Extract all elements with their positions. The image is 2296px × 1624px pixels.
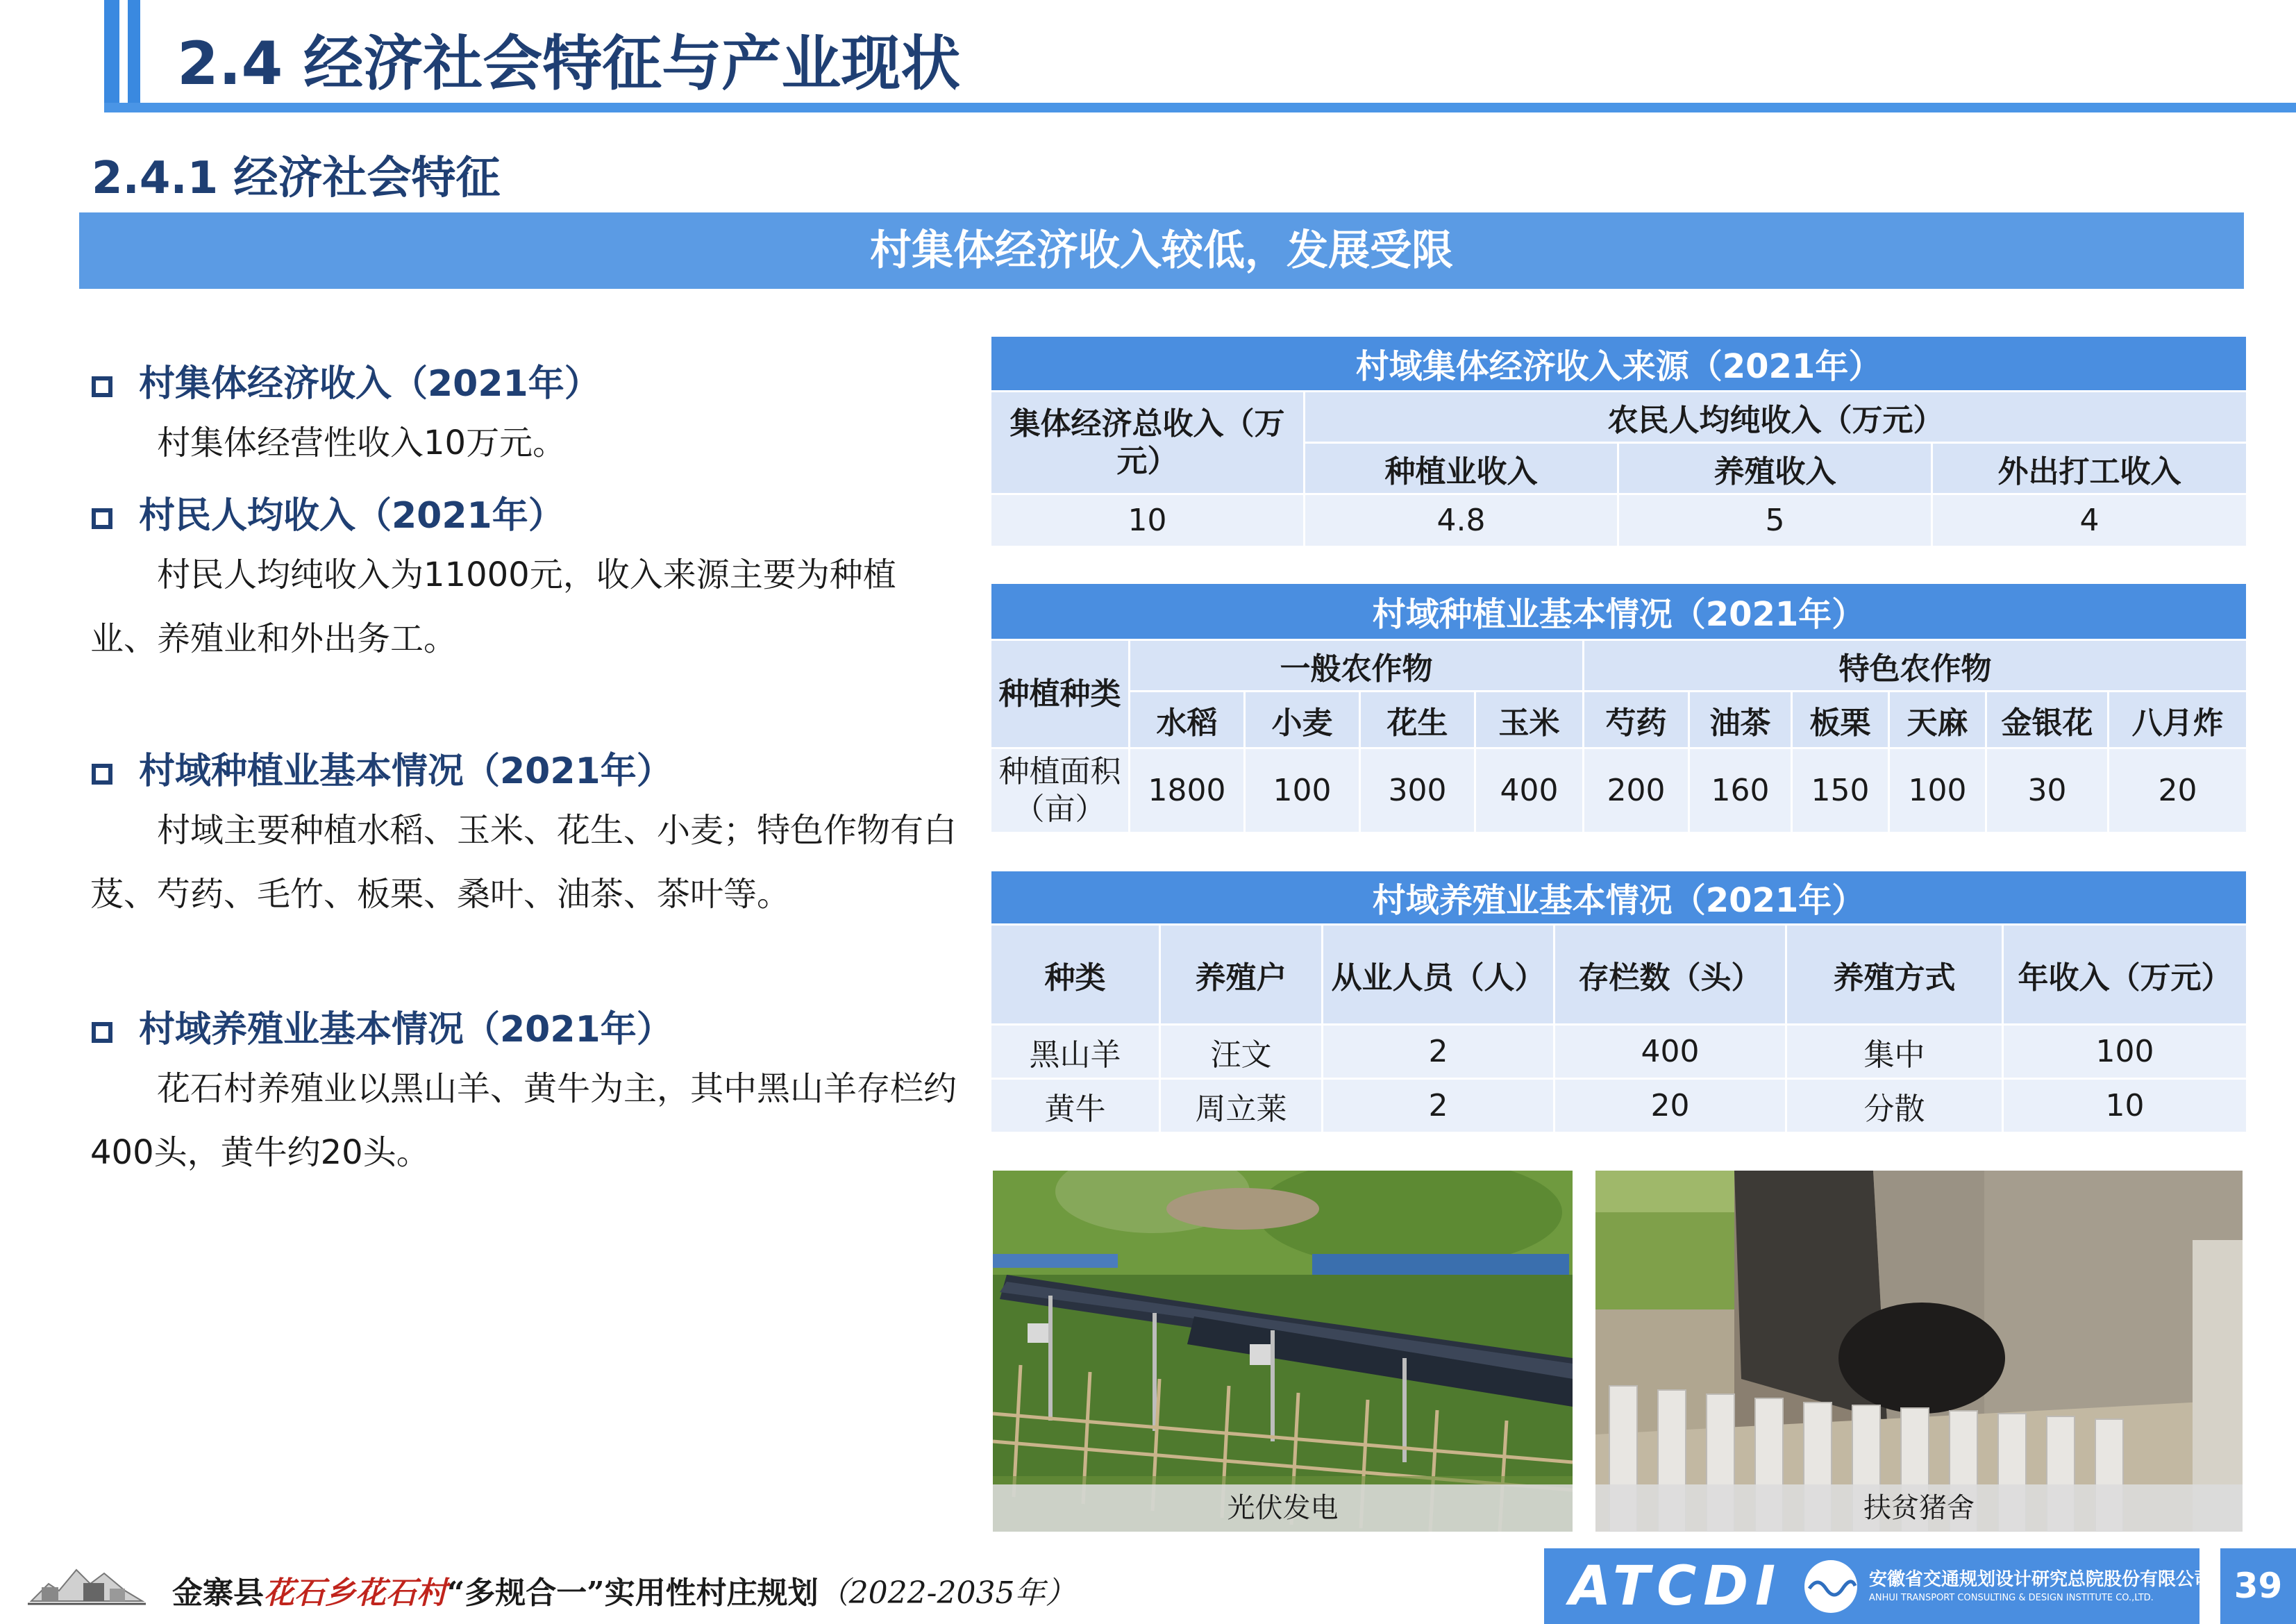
table-cell: 分散 — [1786, 1079, 2003, 1133]
pig-shed-photo — [1595, 1171, 2243, 1532]
item-body: 村集体经营性收入10万元。 — [157, 424, 567, 462]
table-cell: 5 — [1618, 494, 1932, 547]
page-title: 2.4 经济社会特征与产业现状 — [177, 29, 961, 99]
table-cell: 4.8 — [1305, 494, 1618, 547]
table-header: 集体经济总收入（万元） — [991, 392, 1305, 494]
table-header: 存栏数（头） — [1555, 925, 1786, 1025]
table-cell: 4 — [1932, 494, 2247, 547]
item-heading: 村域种植业基本情况（2021年） — [92, 742, 673, 794]
page-number: 39 — [2220, 1548, 2296, 1624]
pig-shed-illustration — [1595, 1171, 2243, 1532]
item-heading: 村集体经济收入（2021年） — [92, 354, 601, 406]
table-cell: 汪文 — [1160, 1025, 1323, 1079]
table-cell: 10 — [991, 494, 1305, 547]
checkbox-bullet-icon — [92, 1022, 112, 1043]
table-header: 一般农作物 — [1130, 640, 1584, 692]
table-header: 特色农作物 — [1584, 640, 2247, 692]
company-name-cn: 安徽省交通规划设计研究总院股份有限公司 — [1869, 1569, 2213, 1590]
photo-caption: 扶贫猪舍 — [1595, 1484, 2243, 1532]
header-rule — [104, 103, 2296, 112]
section-title: 2.4.1 经济社会特征 — [92, 153, 501, 204]
table-cell: 20 — [2109, 748, 2247, 833]
item-heading: 村民人均收入（2021年） — [92, 486, 564, 538]
table-cell: 100 — [2003, 1025, 2247, 1079]
table-row-header: 种植面积（亩） — [991, 748, 1130, 833]
table-header: 油茶 — [1689, 692, 1792, 748]
table-cell: 1800 — [1130, 748, 1245, 833]
income-table — [989, 335, 2248, 548]
table-cell: 2 — [1323, 1079, 1555, 1133]
table-cell: 160 — [1689, 748, 1792, 833]
table-header: 种类 — [991, 925, 1160, 1025]
table-header: 小麦 — [1245, 692, 1360, 748]
table-cell: 400 — [1555, 1025, 1786, 1079]
company-emblem-icon — [1802, 1558, 1859, 1615]
table-cell: 150 — [1792, 748, 1889, 833]
table-header: 八月炸 — [2109, 692, 2247, 748]
table-header: 从业人员（人） — [1323, 925, 1555, 1025]
table-cell: 10 — [2003, 1079, 2247, 1133]
photo-caption: 光伏发电 — [993, 1484, 1573, 1532]
table-cell: 30 — [1986, 748, 2109, 833]
table-header: 养殖户 — [1160, 925, 1323, 1025]
table-header: 农民人均纯收入（万元） — [1305, 392, 2247, 443]
table-cell: 100 — [1245, 748, 1360, 833]
livestock-table — [989, 869, 2248, 1134]
table-cell: 100 — [1889, 748, 1986, 833]
item-body: 村域主要种植水稻、玉米、花生、小麦；特色作物有白芨、芍药、毛竹、板栗、桑叶、油茶、茶叶等。 — [90, 811, 957, 914]
table-cell: 2 — [1323, 1025, 1555, 1079]
table-header: 天麻 — [1889, 692, 1986, 748]
header-accent-bar — [104, 0, 119, 103]
table-header: 种植业收入 — [1305, 443, 1618, 494]
table-cell: 400 — [1475, 748, 1584, 833]
checkbox-bullet-icon — [92, 508, 112, 529]
crop-table — [989, 582, 2248, 834]
table-cell: 集中 — [1786, 1025, 2003, 1079]
company-logo-text: ATCDI — [1569, 1555, 1783, 1618]
table-header: 板栗 — [1792, 692, 1889, 748]
table-cell: 周立莱 — [1160, 1079, 1323, 1133]
table-header: 玉米 — [1475, 692, 1584, 748]
header-accent-bar — [128, 0, 140, 103]
item-body: 村民人均纯收入为11000元，收入来源主要为种植业、养殖业和外出务工。 — [90, 555, 896, 658]
table-cell: 300 — [1360, 748, 1475, 833]
table-caption: 村域集体经济收入来源（2021年） — [991, 336, 2247, 392]
item-heading: 村域养殖业基本情况（2021年） — [92, 1000, 673, 1052]
summary-banner: 村集体经济收入较低，发展受限 — [79, 212, 2244, 289]
table-cell: 黄牛 — [991, 1079, 1160, 1133]
table-caption: 村域种植业基本情况（2021年） — [991, 583, 2247, 640]
table-cell: 黑山羊 — [991, 1025, 1160, 1079]
footer-plan-title: 金寨县花石乡花石村“多规合一”实用性村庄规划（2022-2035年） — [172, 1575, 1076, 1611]
checkbox-bullet-icon — [92, 376, 112, 397]
company-name-en: ANHUI TRANSPORT CONSULTING & DESIGN INSTITUTE CO.,LTD. — [1869, 1593, 2154, 1603]
table-cell: 200 — [1584, 748, 1689, 833]
company-logo-block — [1544, 1548, 2213, 1624]
village-sketch-icon — [28, 1552, 146, 1608]
item-body: 花石村养殖业以黑山羊、黄牛为主，其中黑山羊存栏约400头，黄牛约20头。 — [90, 1069, 957, 1172]
table-header: 种植种类 — [991, 640, 1130, 748]
table-header: 金银花 — [1986, 692, 2109, 748]
solar-panel-illustration — [993, 1171, 1573, 1532]
table-header: 花生 — [1360, 692, 1475, 748]
solar-panel-photo — [993, 1171, 1573, 1532]
table-header: 水稻 — [1130, 692, 1245, 748]
table-header: 芍药 — [1584, 692, 1689, 748]
table-header: 外出打工收入 — [1932, 443, 2247, 494]
table-header: 年收入（万元） — [2003, 925, 2247, 1025]
table-header: 养殖收入 — [1618, 443, 1932, 494]
table-header: 养殖方式 — [1786, 925, 2003, 1025]
table-cell: 20 — [1555, 1079, 1786, 1133]
table-caption: 村域养殖业基本情况（2021年） — [991, 871, 2247, 925]
checkbox-bullet-icon — [92, 764, 112, 785]
